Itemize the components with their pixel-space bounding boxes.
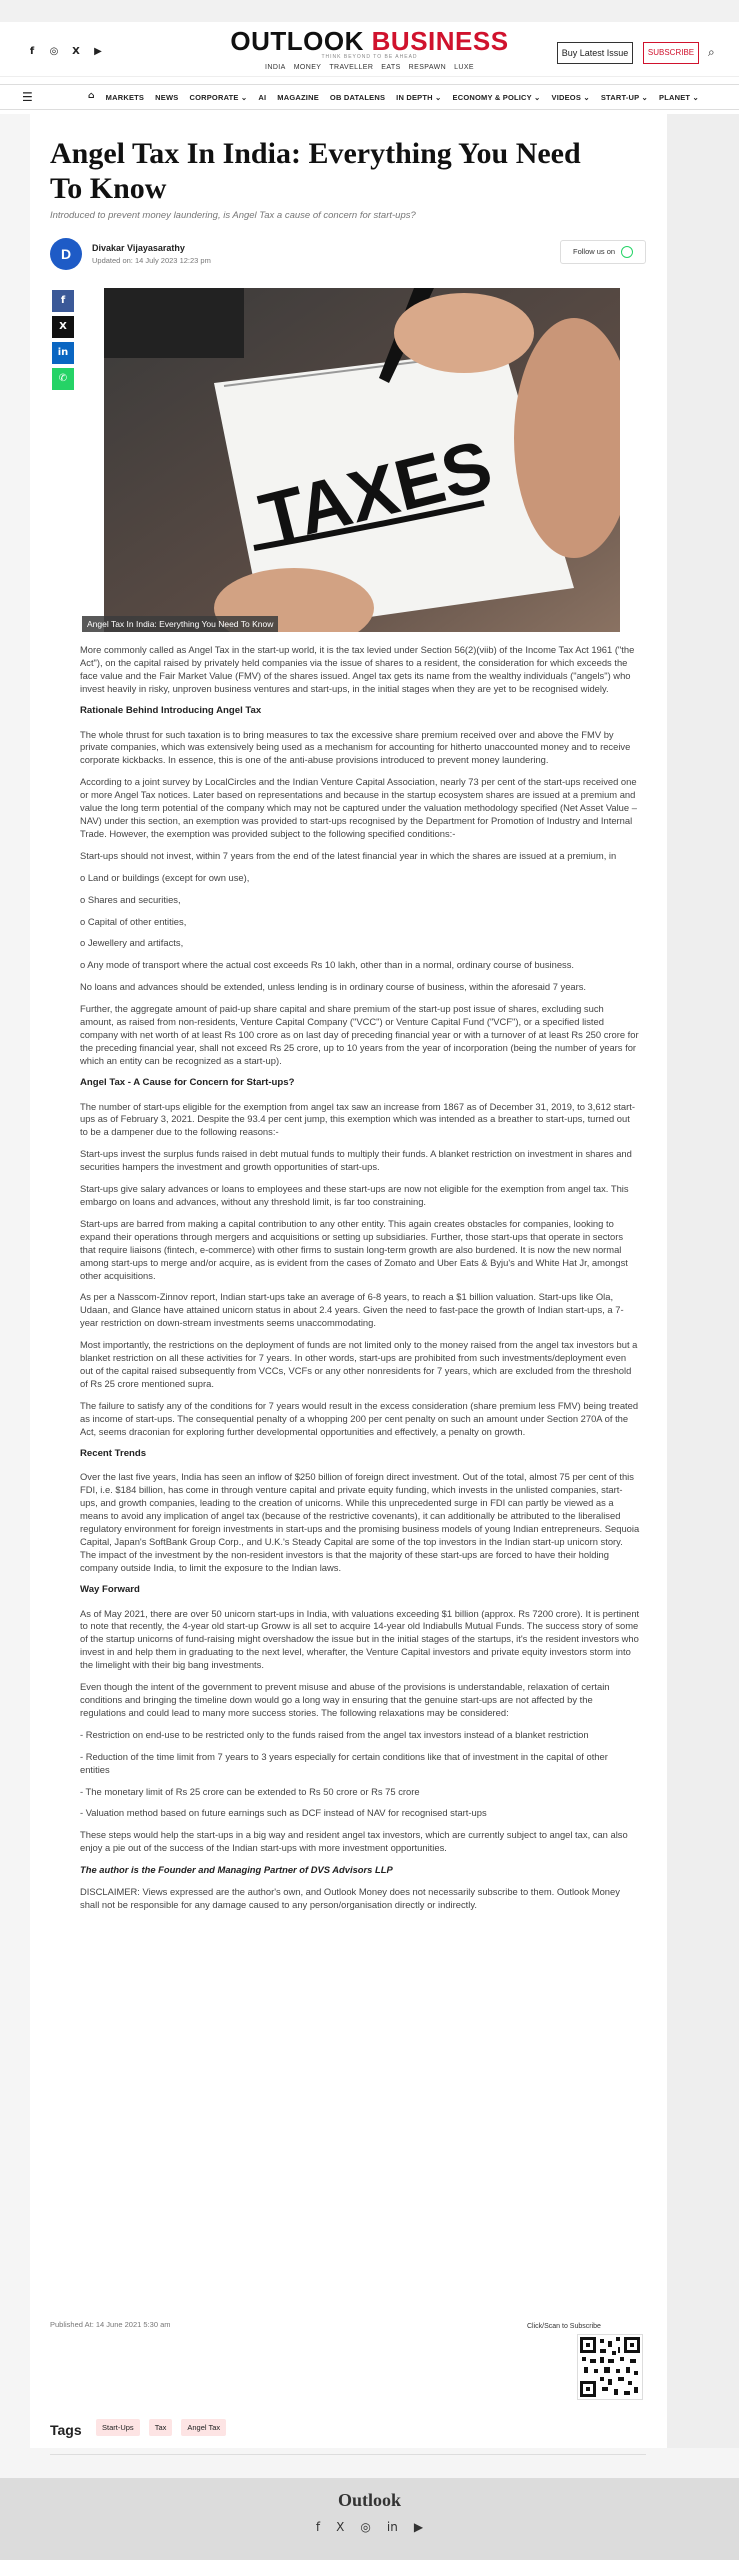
- subscribe-button[interactable]: SUBSCRIBE: [643, 42, 699, 64]
- tags-divider: [50, 2454, 646, 2455]
- nav-item[interactable]: IN DEPTH ⌄: [396, 93, 442, 102]
- author-block: [50, 238, 211, 270]
- tag-link[interactable]: Angel Tax: [181, 2419, 226, 2436]
- footer-spacer: [0, 2448, 739, 2478]
- instagram-icon[interactable]: ◎: [49, 46, 59, 57]
- hamburger-menu-icon[interactable]: ☰: [22, 90, 33, 104]
- paragraph: - Reduction of the time limit from 7 years to 3 years especially for certain conditions like that of investment in the capital of other entities: [80, 1750, 608, 1775]
- article-body: [80, 644, 640, 1921]
- main-nav: [0, 84, 739, 110]
- section-heading: Rationale Behind Introducing Angel Tax: [80, 704, 262, 716]
- facebook-icon[interactable]: f: [315, 2520, 321, 2534]
- subscribe-qr-code[interactable]: [577, 2334, 643, 2400]
- follow-label: Follow us on: [573, 247, 616, 256]
- tag-list: [96, 2419, 226, 2436]
- paragraph: o Land or buildings (except for own use),: [80, 871, 250, 883]
- paragraph: Start-ups invest the surplus funds raised in debt mutual funds to multiply their funds. A blanket restriction on investment in shares and securities hampers the investment and growth opportunities of start-ups.: [80, 1148, 632, 1173]
- nav-item[interactable]: AI: [258, 93, 267, 102]
- brand-sublink[interactable]: INDIA: [265, 64, 286, 71]
- paragraph: As per a Nasscom-Zinnov report, Indian start-ups take an average of 6-8 years, to reach a $1 billion valuation. Start-ups like Ola, Udaan, and Glance have attained unicorn status in about 2.4 years. Given the need to fast-pace the growth of Indian start-ups, a 7-year restriction on down-stream investments seems unaccommodating.: [80, 1291, 624, 1329]
- hero-image: [104, 288, 620, 632]
- paragraph: o Any mode of transport where the actual cost exceeds Rs 10 lakh, other than in a normal, ordinary course of business.: [80, 959, 575, 971]
- paragraph: Over the last five years, India has seen an inflow of $250 billion of foreign direct investment. Out of the total, almost 75 per cent of this FDI, i.e. $184 billion, has come in through venture capital and private equity funding, which invests in the unlisted companies, start-ups, and growth companies, leading to the creation of unicorns. While this unprecedented surge in FDI can partly be viewed as a means to avoid any implication of angel tax (because of the restrictive covenants), it can additionally be attributed to the liberalised regulatory environment for foreign investments in start-ups and the promising business models of young Indian entrepreneurs. Sequoia Capital, Japan's SoftBank Group Corp., and U.K.'s Steady Capital are some of the top investors in the Indian start-up unicorn story. The impact of the investment by the non-resident investors is that the majority of these start-ups are forced to have their holding company outside India, to limit the exposure to the Indian laws.: [80, 1471, 640, 1573]
- tag-link[interactable]: Start-Ups: [96, 2419, 140, 2436]
- author-avatar[interactable]: D: [50, 238, 82, 270]
- brand-sublink[interactable]: LUXE: [454, 64, 474, 71]
- brand-tagline: THINK BEYOND TO BE AHEAD: [321, 54, 418, 60]
- x-icon[interactable]: X: [336, 2520, 345, 2534]
- paragraph: Start-ups should not invest, within 7 years from the end of the latest financial year in which the shares are issued at a premium, in: [80, 849, 617, 861]
- share-facebook-icon[interactable]: f: [52, 290, 74, 312]
- paragraph: - Valuation method based on future earnings such as DCF instead of NAV for recognised start-ups: [80, 1807, 487, 1819]
- home-icon[interactable]: ⌂: [88, 91, 95, 101]
- share-bar: [52, 290, 74, 394]
- footer-logo[interactable]: Outlook: [337, 2490, 402, 2510]
- author-note: The author is the Founder and Managing Partner of DVS Advisors LLP: [80, 1864, 393, 1876]
- nav-item[interactable]: ECONOMY & POLICY ⌄: [452, 93, 541, 102]
- right-rail: [667, 114, 739, 2448]
- brand-sublink[interactable]: RESPAWN: [408, 64, 447, 71]
- article-subtitle: Introduced to prevent money laundering, is Angel Tax a cause of concern for start-ups?: [50, 210, 416, 221]
- youtube-icon[interactable]: ▶: [413, 2520, 424, 2534]
- brand-main: OUTLOOK: [230, 26, 364, 56]
- brand-sublink[interactable]: EATS: [381, 64, 401, 71]
- paragraph: The whole thrust for such taxation is to bring measures to tax the excessive share premium received over and above the FMV by private companies, which was extensively being used as a mechanism for accounting for hitherto unaccounted money and to receive corporate kickbacks. In essence, this is one of the anti-abuse provisions introduced to prevent money laundering.: [80, 728, 631, 766]
- article-title: Angel Tax In India: Everything You Need To Know: [50, 137, 581, 205]
- follow-whatsapp-button[interactable]: [560, 240, 646, 264]
- paragraph: o Capital of other entities,: [80, 915, 187, 927]
- section-heading: Way Forward: [80, 1583, 140, 1595]
- paragraph: Most importantly, the restrictions on the deployment of funds are not limited only to the money raised from the angel tax investors but a blanket restriction on all these activities for 7 years. In other words, start-ups are prohibited from such investments/deployment even out of the capital raised subsequently from VCCs, VCFs or any other nonresidents for 7 years, which are excluded from the threshold of Rs 25 crore mentioned supra.: [80, 1339, 638, 1389]
- paragraph: Further, the aggregate amount of paid-up share capital and share premium of the start-up post issue of shares, excluding such amount, as raised from non-residents, Venture Capital Company ("VCC") or Venture Capital Fund ("VCF"), or a specified listed company with net worth of at least Rs 100 crore as on last day of preceding financial year or with a turnover of at least Rs 250 crore for the preceding financial year, shall not exceed Rs 25 crore, up to 10 years from the year of incorporation (being the number of years for which an entity can be recognized as a start-up).: [80, 1003, 639, 1066]
- site-header: [0, 22, 739, 77]
- paragraph: Start-ups give salary advances or loans to employees and these start-ups are now not eligible for the exemption from angel tax. This embargo on loans and advances, without any threshold limit, is far too constraining.: [80, 1183, 629, 1207]
- paragraph: More commonly called as Angel Tax in the start-up world, it is the tax levied under Section 56(2)(viib) of the Income Tax Act 1961 ("the Act"), on the capital raised by privately held companies via the issue of shares to a resident, the consideration for which exceeds the face value and the Fair Market Value (FMV) of the shares issued. Angel tax gets its name from the wealthy individuals ("angels") who invest heavily in risky, unproven business ventures and start-ups, in the initial stages when they are yet to be recognised widely.: [80, 644, 635, 694]
- paragraph: Even though the intent of the government to prevent misuse and abuse of the provisions is understandable, relaxation of certain conditions and bringing the timeline down would go a long way in ensuring that the genuine start-ups are not affected by the regulations and could lead to many more success stories. The following relaxations may be considered:: [80, 1681, 610, 1718]
- brand-sublinks: [0, 64, 739, 71]
- paragraph: - Restriction on end-use to be restricted only to the funds raised from the angel tax investors instead of a blanket restriction: [80, 1728, 589, 1740]
- nav-item[interactable]: OB DATALENS: [329, 93, 386, 102]
- top-strip: [0, 0, 739, 22]
- updated-date: Updated on: 14 July 2023 12:23 pm: [92, 256, 211, 265]
- search-icon[interactable]: ⌕: [708, 45, 715, 59]
- paragraph: According to a joint survey by LocalCircles and the Indian Venture Capital Association, nearly 73 per cent of the start-ups received one or more Angel Tax notices. Later based on representations and because in the startup ecosystem shares are issued at a premium and value the long term potential of the company which may not be captured under the valuation methodology specified (Net Asset Value – NAV) under this section, an exemption was provided to start-ups recognised by the Department for Promotion of Industry and Internal Trade. However, the exemption was provided subject to the following specified conditions:-: [80, 776, 637, 839]
- nav-item[interactable]: CORPORATE ⌄: [189, 93, 248, 102]
- share-x-icon[interactable]: X: [52, 316, 74, 338]
- tags-heading: Tags: [50, 2422, 82, 2438]
- paragraph: Start-ups are barred from making a capital contribution to any other entity. This again creates obstacles for companies, looking to expand their operations through mergers and acquisitions or setting up subsidiaries. Further, those start-ups that operate in sectors that require liaisons (fintech, e-commerce) with other firms to sustain long-term growth are also burdened. It is now the new normal among start-ups to merge and/or acquire, as is evident from the cases of Zomato and Uber Eats & Byju's and White Hat Jr, amongst other acquisitions.: [80, 1217, 628, 1281]
- nav-item[interactable]: MAGAZINE: [277, 93, 319, 102]
- nav-links: [88, 93, 699, 102]
- nav-item[interactable]: MARKETS: [105, 93, 145, 102]
- youtube-icon[interactable]: ▶: [94, 46, 102, 57]
- facebook-icon[interactable]: f: [29, 46, 35, 57]
- tag-link[interactable]: Tax: [149, 2419, 173, 2436]
- share-whatsapp-icon[interactable]: ✆: [52, 368, 74, 390]
- brand-sublink[interactable]: TRAVELLER: [329, 64, 374, 71]
- whatsapp-icon: [621, 246, 633, 258]
- instagram-icon[interactable]: ◎: [360, 2520, 371, 2534]
- paragraph: These steps would help the start-ups in a big way and resident angel tax investors, which are currently subject to angel tax, can also enjoy a pie out of the success of the Indian start-ups with more investment opportunities.: [80, 1829, 628, 1854]
- published-date: Published At: 14 June 2021 5:30 am: [50, 2320, 171, 2329]
- x-icon[interactable]: X: [72, 46, 80, 57]
- paragraph: No loans and advances should be extended, unless lending is in ordinary course of business, within the aforesaid 7 years.: [80, 981, 587, 993]
- buy-latest-issue-button[interactable]: Buy Latest Issue: [557, 42, 633, 64]
- paragraph: o Jewellery and artifacts,: [80, 937, 184, 949]
- author-name[interactable]: Divakar Vijayasarathy: [92, 243, 185, 253]
- brand-sublink[interactable]: MONEY: [293, 64, 322, 71]
- hero-text: TAXES: [252, 425, 500, 561]
- linkedin-icon[interactable]: in: [386, 2520, 398, 2534]
- paragraph: - The monetary limit of Rs 25 crore can be extended to Rs 50 crore or Rs 75 crore: [80, 1785, 420, 1797]
- paragraph: As of May 2021, there are over 50 unicorn start-ups in India, with valuations exceeding $1 billion (approx. Rs 7200 crore). It is pertinent to note that recently, the 4-year old start-up Groww is all set to acquire 14-year old Indiabulls Mutual Funds. The success story of some of the startup unicorns of fund-raising might overshadow the issue but in the initial stages of the startups, it's the resident investors who invest in and help them in graduating to the next level, wherafter, the Venture Capital investors and private equity investors storm into the limelight with their big bang investments.: [80, 1607, 640, 1671]
- hero-caption: Angel Tax In India: Everything You Need To Know: [82, 616, 278, 632]
- nav-item[interactable]: VIDEOS ⌄: [551, 93, 590, 102]
- paragraph: The number of start-ups eligible for the exemption from angel tax saw an increase from 1867 as of December 31, 2019, to 3,612 start-ups as of February 3, 2021. Despite the 93.4 per cent jump, this exemption which was intended as a breather to start-ups, turned out to be a dampener due to the following reasons:-: [80, 1100, 635, 1138]
- section-heading: Recent Trends: [80, 1447, 147, 1459]
- paragraph: o Shares and securities,: [80, 893, 181, 905]
- paragraph: DISCLAIMER: Views expressed are the author's own, and Outlook Money does not necessarily subscribe to them. Outlook Money shall not be responsible for any damage caused to any person/organisation directly or indirectly.: [80, 1886, 620, 1910]
- paragraph: The failure to satisfy any of the conditions for 7 years would result in the excess consideration (share premium less FMV) being treated as income of start-ups. The consequential penalty of a whopping 200 per cent penalty on such an amount under Section 270A of the Act, seems draconian for exploring further developmental opportunities and effectively, a penalty on growth.: [80, 1399, 639, 1437]
- nav-item[interactable]: PLANET ⌄: [659, 93, 699, 102]
- footer-socials: [0, 2520, 739, 2534]
- brand-accent: BUSINESS: [371, 26, 509, 56]
- nav-item[interactable]: START-UP ⌄: [600, 93, 648, 102]
- site-footer: [0, 2478, 739, 2560]
- nav-item[interactable]: NEWS: [155, 93, 179, 102]
- section-heading: Angel Tax - A Cause for Concern for Start-ups?: [80, 1076, 295, 1088]
- qr-label: Click/Scan to Subscribe: [527, 2323, 601, 2330]
- hero-illustration: [104, 288, 620, 632]
- share-linkedin-icon[interactable]: in: [52, 342, 74, 364]
- article-container: [30, 114, 667, 2448]
